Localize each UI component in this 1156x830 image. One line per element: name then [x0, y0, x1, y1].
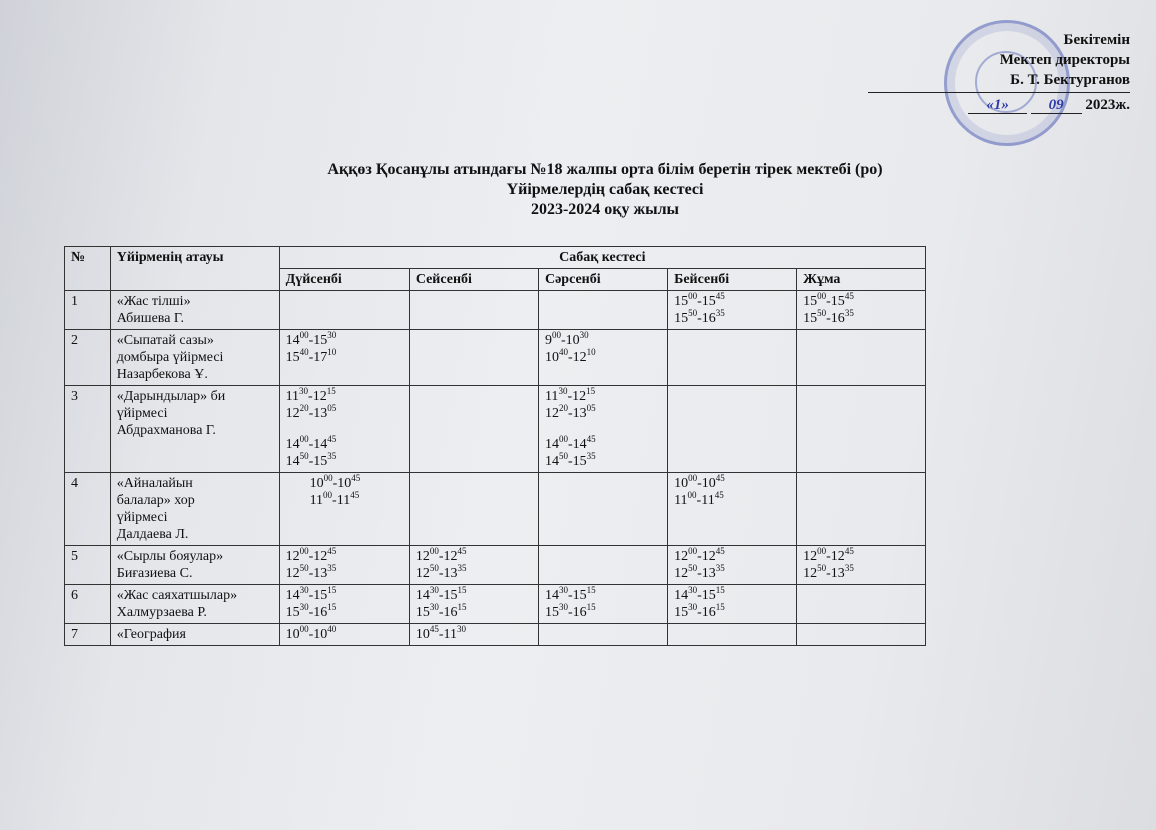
schedule-cell: [668, 473, 797, 546]
time-slot: $15^{00}-15^{45}$: [803, 291, 854, 309]
time-slot: $14^{30}-15^{15}$: [285, 585, 337, 603]
club-name-line: «Сырлы бояулар»: [116, 549, 224, 564]
club-name-line: балалар» хор: [116, 493, 195, 508]
schedule-cell: [668, 546, 797, 585]
schedule-cell: [538, 546, 667, 585]
schedule-cell: [279, 546, 409, 585]
approval-date-year: 2023ж.: [1085, 97, 1130, 113]
schedule-cell: [409, 330, 538, 386]
club-name-line: үйірмесі: [116, 406, 168, 421]
schedule-cell: [538, 585, 667, 624]
schedule-table: [64, 246, 926, 646]
club-name: [110, 585, 279, 624]
club-name-line: Биғазиева С.: [116, 566, 193, 581]
club-name-line: «Жас саяхатшылар»: [116, 588, 238, 603]
schedule-cell: [538, 624, 667, 646]
schedule-cell: [279, 386, 409, 473]
table-row: [65, 386, 926, 473]
time-slot: $10^{40}-12^{10}$: [544, 347, 596, 365]
schedule-cell: [668, 585, 797, 624]
club-name: [110, 473, 279, 546]
schedule-cell: [797, 624, 926, 646]
row-number: 3: [65, 386, 111, 473]
time-slot: $10^{45}-11^{30}$: [415, 624, 466, 642]
schedule-rows: [65, 291, 926, 646]
club-name-line: Далдаева Л.: [116, 527, 189, 542]
time-slot: $12^{00}-12^{45}$: [285, 546, 337, 564]
schedule-cell: [279, 624, 409, 646]
club-name: [110, 291, 279, 330]
schedule-cell: [279, 330, 409, 386]
schedule-cell: [538, 291, 667, 330]
time-slot: $12^{50}-13^{35}$: [803, 563, 854, 581]
approval-position: Мектеп директоры: [999, 52, 1130, 68]
club-name-line: «Дарындылар» би: [116, 389, 226, 404]
row-number: 4: [65, 473, 111, 546]
academic-year: 2023-2024 оқу жылы: [530, 201, 680, 218]
schedule-cell: [538, 330, 667, 386]
schedule-cell: [797, 330, 926, 386]
time-slot: $12^{00}-12^{45}$: [415, 546, 467, 564]
schedule-cell: [409, 473, 538, 546]
schedule-cell: [538, 473, 667, 546]
time-slot: $12^{20}-13^{05}$: [544, 403, 596, 421]
row-number: 1: [65, 291, 111, 330]
schedule-title: Үйірмелердің сабақ кестесі: [506, 181, 704, 198]
school-name: Аққөз Қосанұлы атындағы №18 жалпы орта білім беретін тірек мектебі (ро): [327, 161, 883, 178]
club-name: [110, 624, 279, 646]
time-slot: $15^{30}-16^{15}$: [674, 602, 725, 620]
approval-director-name: Б. Т. Бектурганов: [1010, 72, 1130, 88]
schedule-cell: [797, 546, 926, 585]
header-number: №: [65, 247, 111, 291]
table-row: [65, 291, 926, 330]
club-name-line: Халмурзаева Р.: [116, 605, 207, 620]
time-slot: $11^{00}-11^{45}$: [674, 490, 724, 508]
approval-date-month: 09: [1031, 97, 1082, 114]
schedule-cell: [538, 386, 667, 473]
schedule-cell: [797, 291, 926, 330]
schedule-cell: [668, 291, 797, 330]
time-slot: $12^{50}-13^{35}$: [415, 563, 467, 581]
time-slot: $14^{00}-14^{45}$: [544, 434, 596, 452]
schedule-cell: [409, 291, 538, 330]
schedule-cell: [409, 624, 538, 646]
club-name: [110, 546, 279, 585]
time-slot: $14^{00}-14^{45}$: [285, 434, 337, 452]
time-slot: $14^{50}-15^{35}$: [544, 451, 596, 469]
club-name-line: «Жас тілші»: [116, 294, 191, 309]
club-name-line: Абдрахманова Г.: [116, 423, 216, 438]
schedule-cell: [409, 386, 538, 473]
club-name-line: домбыра үйірмесі: [116, 350, 224, 365]
schedule-cell: [409, 585, 538, 624]
signature-line: [868, 92, 1130, 93]
schedule-cell: [279, 473, 409, 546]
document-title: [200, 160, 1010, 220]
time-slot: $12^{50}-13^{35}$: [285, 563, 337, 581]
approval-block: [860, 30, 1130, 115]
table-row: [65, 546, 926, 585]
row-number: 5: [65, 546, 111, 585]
table-row: [65, 624, 926, 646]
club-name: [110, 386, 279, 473]
approval-date-day: «1»: [968, 97, 1027, 114]
header-day: Сейсенбі: [409, 269, 538, 291]
time-slot: $14^{30}-15^{15}$: [544, 585, 596, 603]
time-slot: $15^{50}-16^{35}$: [674, 308, 725, 326]
time-slot: $12^{50}-13^{35}$: [674, 563, 725, 581]
schedule-cell: [279, 585, 409, 624]
table-row: [65, 585, 926, 624]
approval-date: [860, 95, 1130, 115]
header-day: Бейсенбі: [668, 269, 797, 291]
time-slot: $10^{00}-10^{45}$: [674, 473, 725, 491]
schedule-cell: [668, 624, 797, 646]
time-slot: $11^{00}-11^{45}$: [309, 490, 360, 508]
header-day: Жұма: [797, 269, 926, 291]
header-club-name: Үйірменің атауы: [110, 247, 279, 291]
time-slot: $11^{30}-12^{15}$: [285, 386, 336, 404]
club-name-line: үйірмесі: [116, 510, 168, 525]
time-slot: $10^{00}-10^{45}$: [309, 473, 361, 491]
club-name-line: Абишева Г.: [116, 311, 184, 326]
time-slot: $11^{30}-12^{15}$: [544, 386, 596, 404]
schedule-cell: [409, 546, 538, 585]
time-slot: $15^{40}-17^{10}$: [285, 347, 337, 365]
schedule-cell: [668, 330, 797, 386]
schedule-cell: [279, 291, 409, 330]
schedule-cell: [797, 473, 926, 546]
time-slot: $15^{30}-16^{15}$: [544, 602, 596, 620]
header-day: Дүйсенбі: [279, 269, 409, 291]
schedule-cell: [797, 585, 926, 624]
time-slot: $12^{20}-13^{05}$: [285, 403, 337, 421]
time-slot: $14^{00}-15^{30}$: [285, 330, 337, 348]
club-name-line: «География: [116, 627, 186, 642]
header-day: Сәрсенбі: [538, 269, 667, 291]
time-slot: $15^{50}-16^{35}$: [803, 308, 854, 326]
row-number: 6: [65, 585, 111, 624]
table-row: [65, 473, 926, 546]
time-slot: $14^{30}-15^{15}$: [674, 585, 725, 603]
club-name-line: «Айналайын: [116, 476, 193, 491]
row-number: 2: [65, 330, 111, 386]
club-name: [110, 330, 279, 386]
time-slot: $12^{00}-12^{45}$: [674, 546, 725, 564]
schedule-cell: [797, 386, 926, 473]
row-number: 7: [65, 624, 111, 646]
time-slot: $10^{00}-10^{40}$: [285, 624, 337, 642]
club-name-line: «Сыпатай сазы»: [116, 333, 214, 348]
time-slot: $12^{00}-12^{45}$: [803, 546, 854, 564]
schedule-cell: [668, 386, 797, 473]
club-name-line: Назарбекова Ұ.: [116, 367, 208, 382]
time-slot: $14^{50}-15^{35}$: [285, 451, 337, 469]
time-slot: $14^{30}-15^{15}$: [415, 585, 467, 603]
approval-heading: Бекітемін: [1063, 32, 1130, 48]
time-slot: $15^{30}-16^{15}$: [285, 602, 337, 620]
time-slot: $9^{00}-10^{30}$: [544, 330, 589, 348]
header-schedule: Сабақ кестесі: [279, 247, 925, 269]
time-slot: $15^{00}-15^{45}$: [674, 291, 725, 309]
table-row: [65, 330, 926, 386]
time-slot: $15^{30}-16^{15}$: [415, 602, 467, 620]
